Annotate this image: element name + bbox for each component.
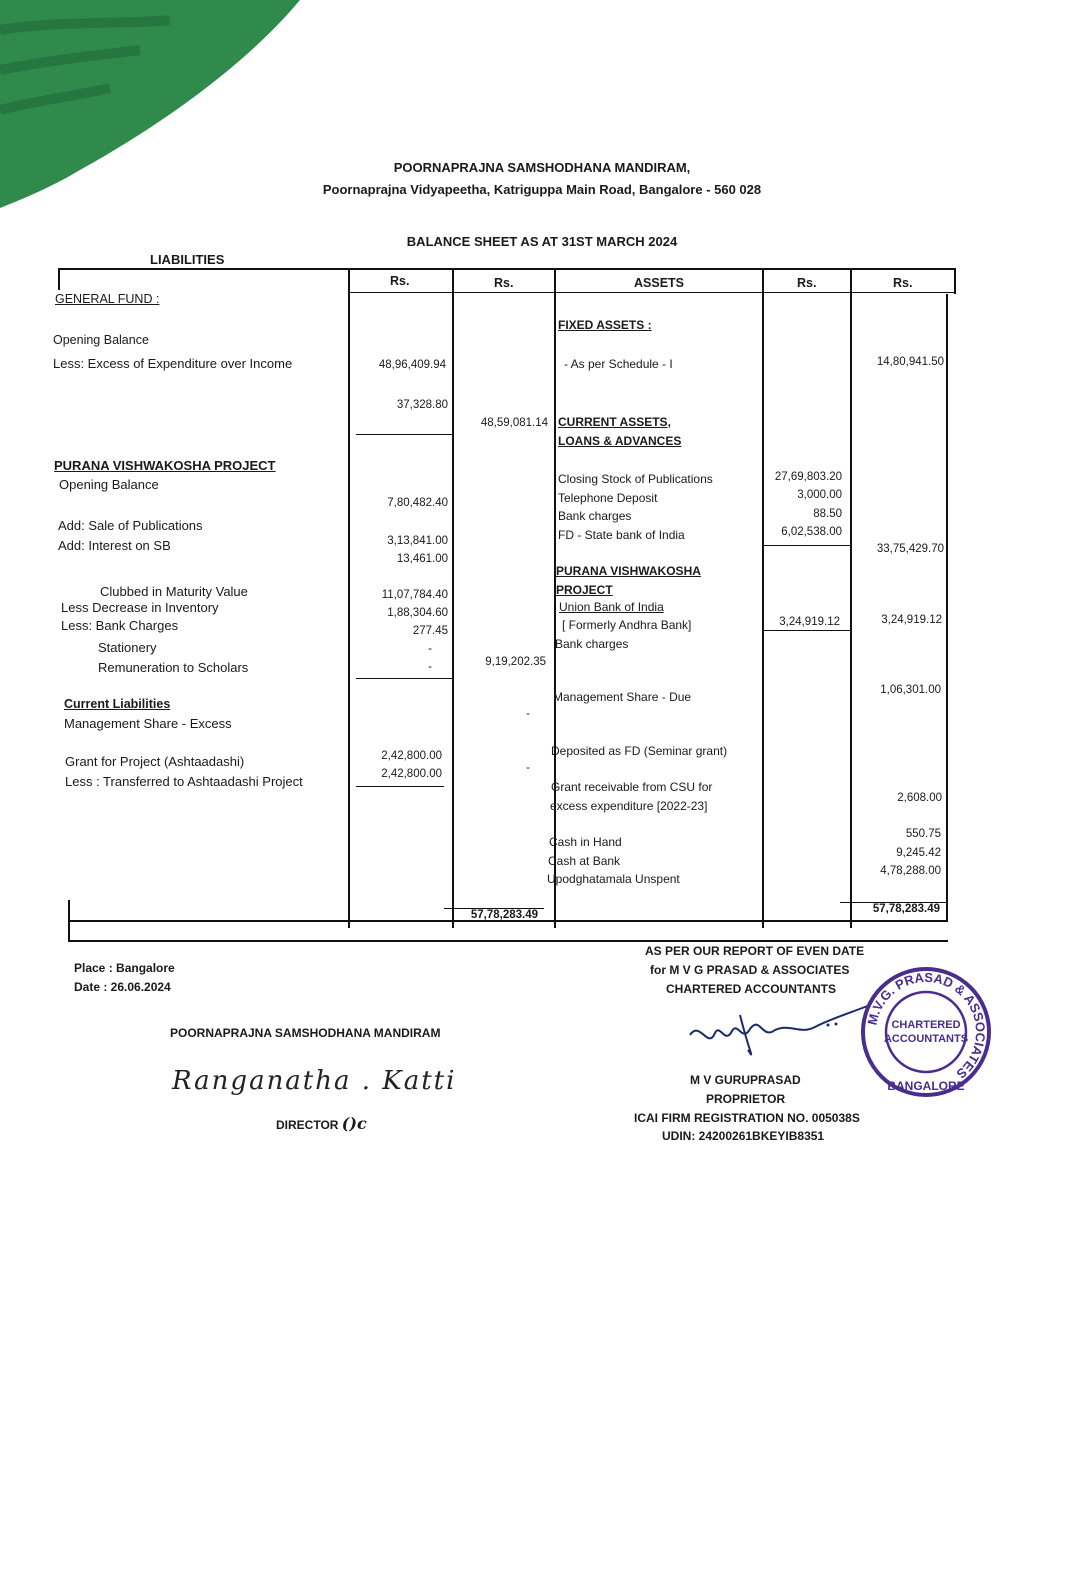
director-title: DIRECTOR ()c — [276, 1114, 367, 1133]
udin-number: UDIN: 24200261BKEYIB8351 — [662, 1129, 825, 1143]
mgmt-excess-label: Management Share - Excess — [64, 716, 232, 731]
grant-value: 2,42,800.00 — [381, 750, 442, 762]
fd-sbi-value: 6,02,538.00 — [781, 526, 842, 538]
add-sale-value: 3,13,841.00 — [387, 535, 448, 547]
less-transferred-value: 2,42,800.00 — [381, 768, 442, 780]
union-bank-label: Union Bank of India — [559, 600, 664, 614]
ca-stamp — [858, 964, 994, 1100]
fd-sbi-label: FD - State bank of India — [558, 528, 685, 542]
svg-text:CHARTERED: CHARTERED — [891, 1019, 961, 1031]
less-excess-label: Less: Excess of Expenditure over Income — [53, 356, 293, 371]
current-assets-heading: CURRENT ASSETS, — [558, 415, 671, 429]
as-per-schedule-label: - As per Schedule - I — [564, 357, 673, 371]
report-line-1: AS PER OUR REPORT OF EVEN DATE — [645, 944, 865, 958]
formerly-label: [ Formerly Andhra Bank] — [562, 618, 692, 632]
less-excess-value: 37,328.80 — [396, 399, 448, 411]
pvp-opening-label: Opening Balance — [59, 477, 159, 492]
balance-sheet-title: BALANCE SHEET AS AT 31ST MARCH 2024 — [406, 234, 678, 249]
general-fund-heading: GENERAL FUND : — [55, 292, 160, 306]
grant-receivable-value: 2,608.00 — [897, 792, 942, 804]
report-line-2: for M V G PRASAD & ASSOCIATES — [650, 963, 850, 977]
closing-stock-value: 27,69,803.20 — [774, 471, 842, 483]
proprietor-label: PROPRIETOR — [706, 1092, 786, 1106]
loans-advances-heading: LOANS & ADVANCES — [558, 434, 682, 448]
clubbed-value: 11,07,784.40 — [381, 589, 448, 601]
add-interest-label: Add: Interest on SB — [58, 538, 171, 553]
liabilities-header: LIABILITIES — [150, 252, 225, 267]
cash-hand-value: 550.75 — [905, 828, 941, 840]
stationery-value: - — [428, 643, 432, 655]
remuneration-value: - — [428, 661, 432, 673]
current-assets-total: 33,75,429.70 — [876, 543, 944, 555]
opening-balance-value: 48,96,409.94 — [378, 359, 446, 371]
rs-header-2: Rs. — [494, 276, 514, 290]
less-decrease-label: Less Decrease in Inventory — [61, 600, 219, 615]
upodghatamala-value: 4,78,288.00 — [880, 865, 941, 877]
union-bank-total: 3,24,919.12 — [881, 614, 942, 626]
assets-header: ASSETS — [634, 276, 685, 290]
org-name: POORNAPRAJNA SAMSHODHANA MANDIRAM, — [393, 160, 691, 175]
svg-text:M.V.G. PRASAD & ASSOCIATES: M.V.G. PRASAD & ASSOCIATES — [864, 969, 989, 1082]
deposited-fd-label: Deposited as FD (Seminar grant) — [551, 744, 728, 758]
telephone-value: 3,000.00 — [797, 489, 842, 501]
mgmt-excess-value: - — [526, 708, 530, 720]
report-line-3: CHARTERED ACCOUNTANTS — [666, 982, 836, 996]
pvp-heading: PURANA VISHWAKOSHA PROJECT — [54, 458, 276, 473]
grant-receivable-label-1: Grant receivable from CSU for — [551, 780, 713, 794]
footer-org-name: POORNAPRAJNA SAMSHODHANA MANDIRAM — [170, 1026, 441, 1040]
less-transferred-label: Less : Transferred to Ashtaadashi Project — [65, 774, 303, 789]
add-interest-value: 13,461.00 — [396, 553, 448, 565]
as-per-schedule-value: 14,80,941.50 — [876, 356, 944, 368]
director-initials-mark: ()c — [341, 1114, 367, 1133]
opening-balance-label: Opening Balance — [53, 333, 149, 347]
bank-charges-value: 88.50 — [813, 508, 842, 520]
director-signature: Ranganatha . Katti — [172, 1066, 457, 1096]
cash-hand-label: Cash in Hand — [549, 835, 622, 849]
assets-grand-total: 57,78,283.49 — [872, 903, 940, 915]
icai-registration: ICAI FIRM REGISTRATION NO. 005038S — [634, 1111, 860, 1125]
telephone-label: Telephone Deposit — [558, 491, 658, 505]
fixed-assets-heading: FIXED ASSETS : — [558, 318, 652, 332]
rs-header-3: Rs. — [797, 276, 817, 290]
grant-receivable-label-2: excess expenditure [2022-23] — [550, 799, 708, 813]
bank-charges-label: Bank charges — [558, 509, 632, 523]
cash-bank-label: Cash at Bank — [548, 854, 621, 868]
less-bank-label: Less: Bank Charges — [61, 618, 179, 633]
svg-text:ACCOUNTANTS: ACCOUNTANTS — [883, 1033, 969, 1045]
svg-text:BANGALORE: BANGALORE — [887, 1079, 965, 1093]
stationery-label: Stationery — [98, 640, 157, 655]
upodghatamala-label: Upodghatamala Unspent — [547, 872, 680, 886]
org-address: Poornaprajna Vidyapeetha, Katriguppa Main Road, Bangalore - 560 028 — [322, 182, 762, 197]
grant-label: Grant for Project (Ashtaadashi) — [65, 754, 245, 769]
current-liabilities-heading: Current Liabilities — [64, 697, 171, 711]
auditor-signature — [680, 995, 880, 1065]
less-bank-value: 277.45 — [412, 625, 448, 637]
grant-total: - — [526, 762, 530, 774]
pvp-opening-value: 7,80,482.40 — [387, 497, 448, 509]
less-decrease-value: 1,88,304.60 — [387, 607, 448, 619]
remuneration-label: Remuneration to Scholars — [98, 660, 249, 675]
closing-stock-label: Closing Stock of Publications — [558, 472, 713, 486]
bank-charges-2-label: Bank charges — [555, 637, 629, 651]
pvp-assets-heading: PURANA VISHWAKOSHA — [556, 564, 701, 578]
mgmt-due-label: Management Share - Due — [553, 690, 692, 704]
date-label: Date : 26.06.2024 — [74, 980, 171, 994]
cash-bank-value: 9,245.42 — [896, 847, 941, 859]
pvp-total: 9,19,202.35 — [485, 656, 546, 668]
pvp-assets-project: PROJECT — [556, 583, 613, 597]
auditor-name: M V GURUPRASAD — [690, 1073, 801, 1087]
general-fund-total: 48,59,081.14 — [480, 417, 548, 429]
mgmt-due-value: 1,06,301.00 — [880, 684, 941, 696]
union-bank-value: 3,24,919.12 — [779, 616, 840, 628]
rs-header-1: Rs. — [390, 274, 410, 288]
clubbed-label: Clubbed in Maturity Value — [100, 584, 248, 599]
place-label: Place : Bangalore — [74, 961, 175, 975]
add-sale-label: Add: Sale of Publications — [58, 518, 203, 533]
liabilities-grand-total: 57,78,283.49 — [470, 909, 538, 921]
rs-header-4: Rs. — [893, 276, 913, 290]
